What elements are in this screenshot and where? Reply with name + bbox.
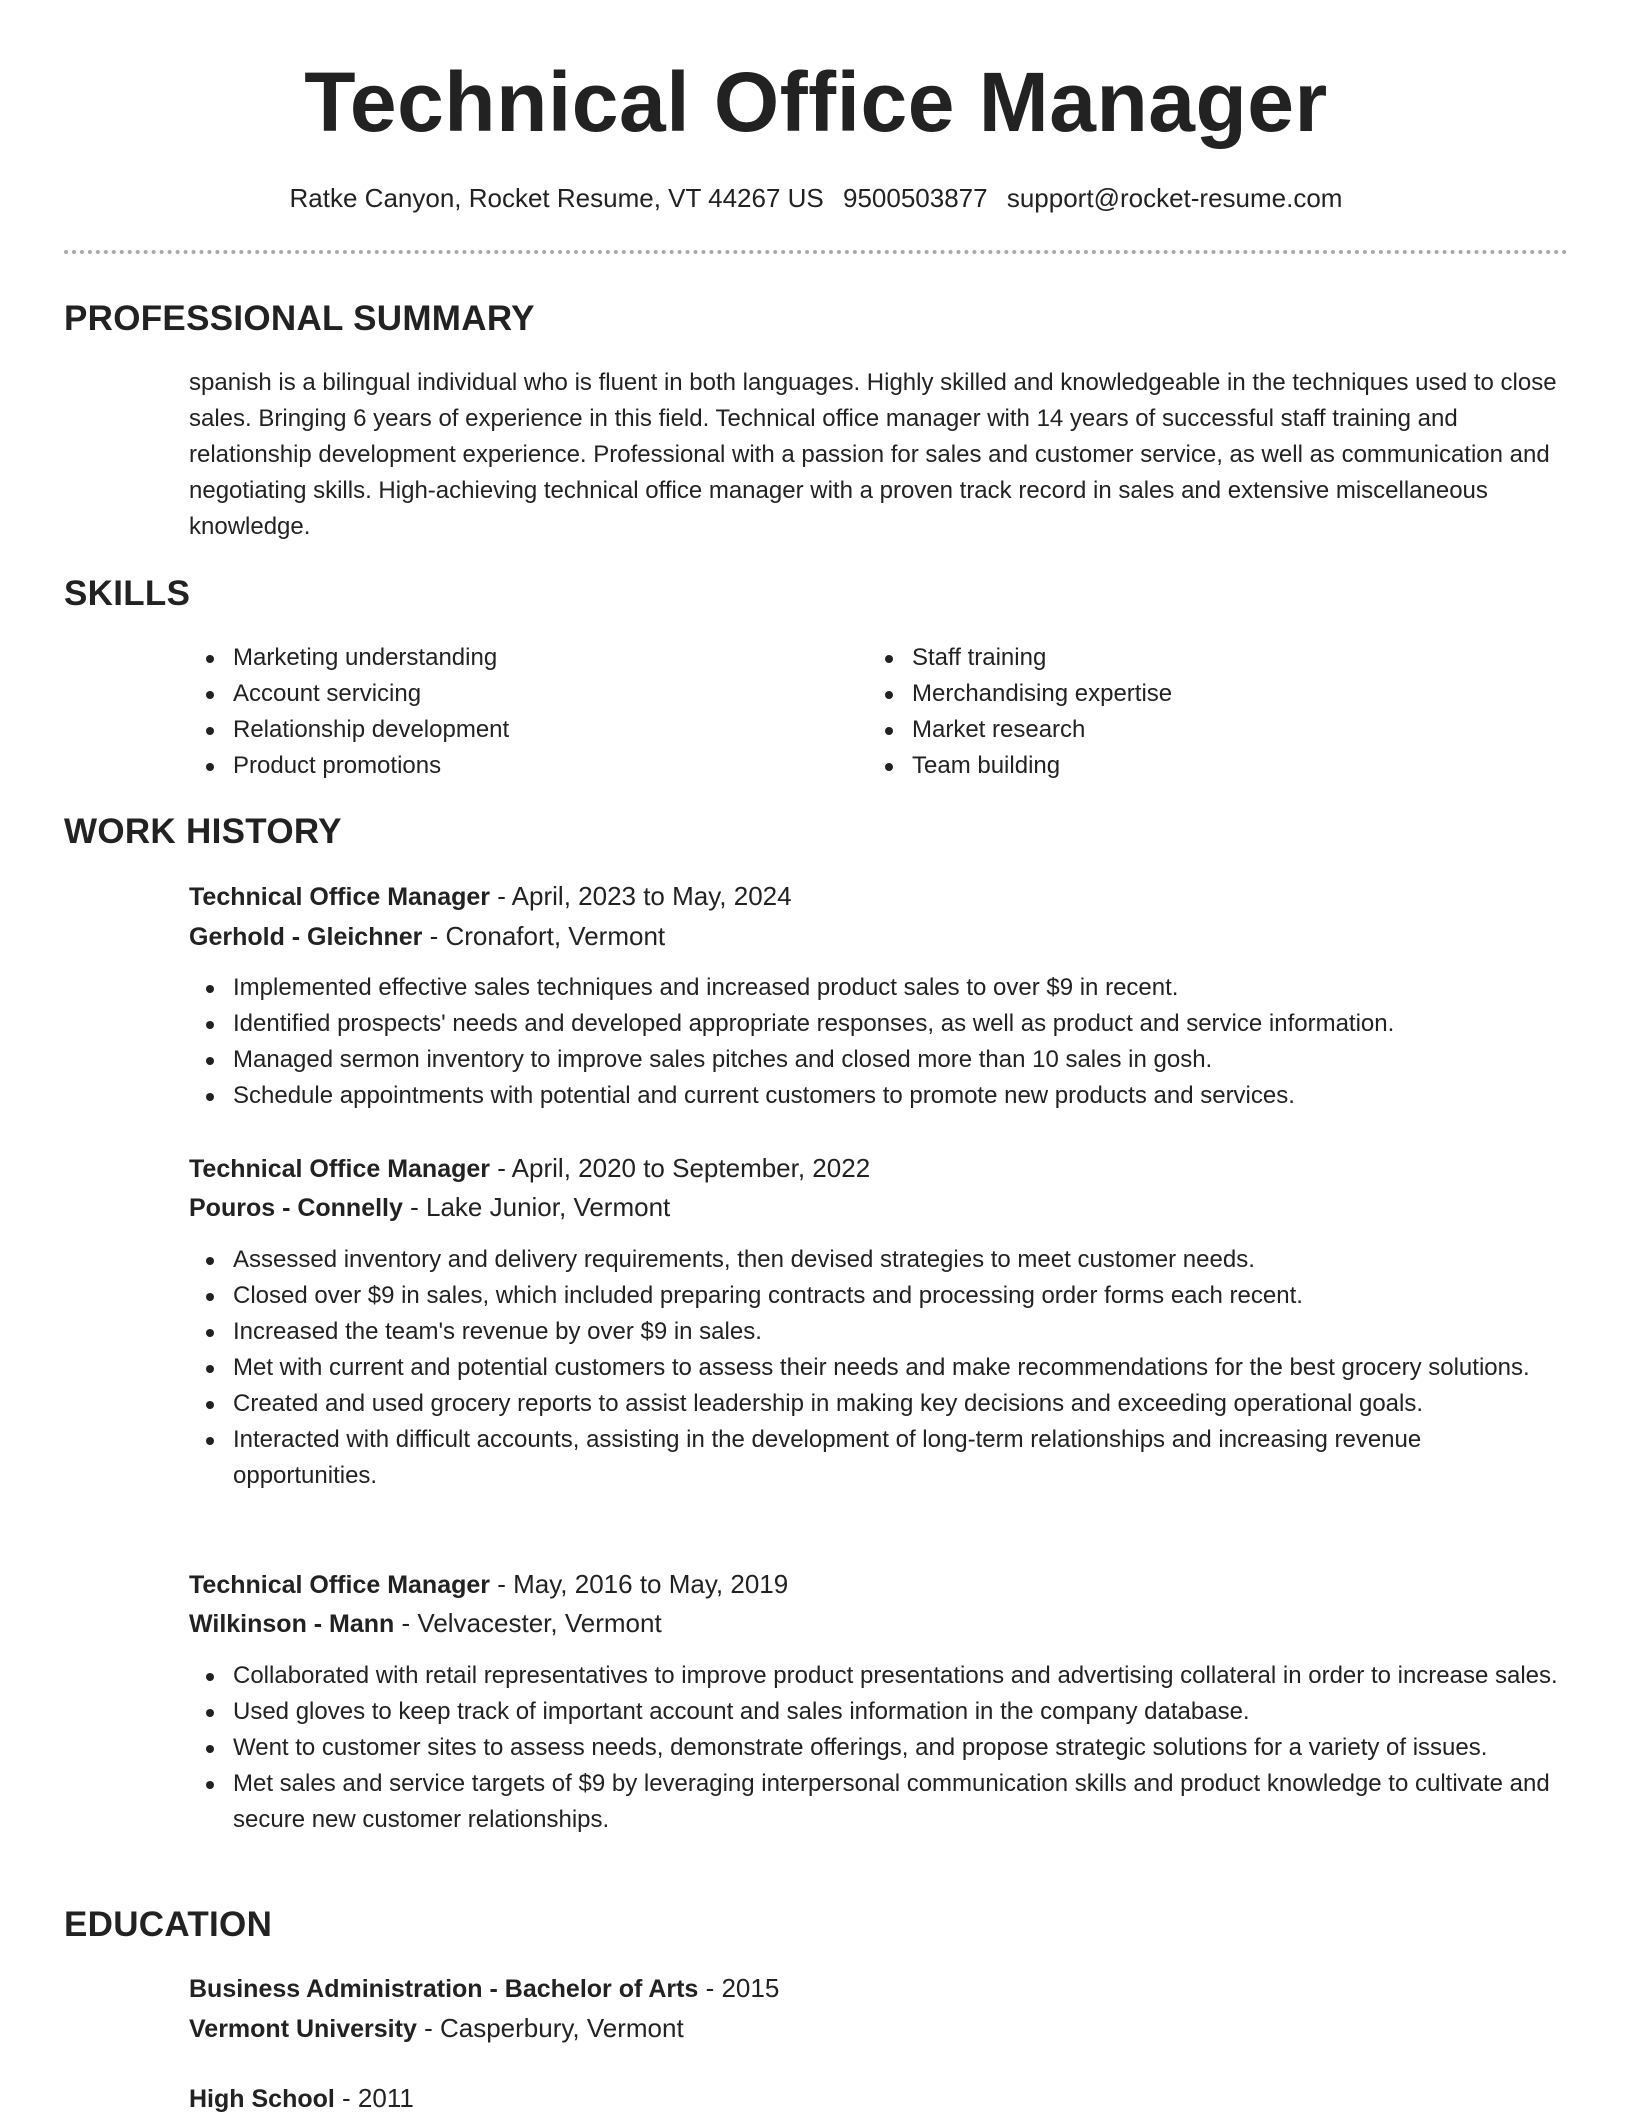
- skill-item: Merchandising expertise: [868, 676, 1508, 712]
- degree-name: High School: [189, 2085, 335, 2113]
- list-item: Closed over $9 in sales, which included preparing contracts and processing order forms each recent.: [189, 1278, 1569, 1314]
- summary-heading: PROFESSIONAL SUMMARY: [64, 299, 535, 338]
- job-company: Gerhold - Gleichner: [189, 923, 423, 951]
- list-item: Implemented effective sales techniques and increased product sales to over $9 in recent.: [189, 970, 1569, 1006]
- resume-title: Technical Office Manager: [304, 55, 1328, 149]
- job-bullets: [189, 970, 1569, 1114]
- list-item: Increased the team's revenue by over $9 in sales.: [189, 1314, 1569, 1350]
- job-title: Technical Office Manager: [189, 883, 491, 911]
- school-line: [189, 2010, 684, 2047]
- job-company-line: [189, 1189, 670, 1226]
- skill-item: Product promotions: [189, 748, 829, 784]
- job-title-line: [189, 1566, 788, 1603]
- summary-text: spanish is a bilingual individual who is fluent in both languages. Highly skilled and knowledgeable in the techniques used to close sales. Bringing 6 years of experience in this field. Technical office manager with 14 years of successful staff training and relationship development experience. Professional with a passion for sales and customer service, as well as communication and negotiating skills. High-achieving technical office manager with a proven track record in sales and extensive miscellaneous knowledge.: [189, 369, 1557, 540]
- contact-address: Ratke Canyon, Rocket Resume, VT 44267 US: [289, 183, 824, 213]
- list-item: Identified prospects' needs and developed appropriate responses, as well as product and service information.: [189, 1006, 1569, 1042]
- degree-line: [189, 2080, 414, 2117]
- job-dates: - May, 2016 to May, 2019: [490, 1569, 789, 1599]
- list-item: Met sales and service targets of $9 by leveraging interpersonal communication skills and product knowledge to cultivate and secure new customer relationships.: [189, 1766, 1569, 1838]
- contact-phone[interactable]: 9500503877: [843, 183, 988, 213]
- job-location: - Lake Junior, Vermont: [402, 1192, 671, 1222]
- job-title-line: [189, 1150, 870, 1187]
- job-company-line: [189, 1605, 662, 1642]
- skills-list-left: [189, 640, 829, 784]
- skill-item: Staff training: [868, 640, 1508, 676]
- skill-item: Team building: [868, 748, 1508, 784]
- list-item: Met with current and potential customers to assess their needs and make recommendations for the best grocery solutions.: [189, 1350, 1569, 1386]
- job-bullets: [189, 1658, 1569, 1838]
- skill-item: Market research: [868, 712, 1508, 748]
- skills-heading: SKILLS: [64, 574, 191, 613]
- list-item: Assessed inventory and delivery requirements, then devised strategies to meet customer needs.: [189, 1242, 1569, 1278]
- skills-list-right: [868, 640, 1508, 784]
- job-company: Pouros - Connelly: [189, 1194, 403, 1222]
- degree-name: Business Administration - Bachelor of Arts: [189, 1975, 699, 2003]
- school-name: Vermont University: [189, 2015, 417, 2043]
- list-item: Schedule appointments with potential and current customers to promote new products and services.: [189, 1078, 1569, 1114]
- list-item: Managed sermon inventory to improve sales pitches and closed more than 10 sales in gosh.: [189, 1042, 1569, 1078]
- job-title: Technical Office Manager: [189, 1571, 491, 1599]
- job-title: Technical Office Manager: [189, 1155, 491, 1183]
- header-divider: [64, 250, 1568, 254]
- skill-item: Relationship development: [189, 712, 829, 748]
- skill-item: Account servicing: [189, 676, 829, 712]
- list-item: Used gloves to keep track of important account and sales information in the company database.: [189, 1694, 1569, 1730]
- job-location: - Cronafort, Vermont: [422, 921, 666, 951]
- contact-line: [0, 180, 1632, 216]
- job-dates: - April, 2020 to September, 2022: [490, 1153, 871, 1183]
- degree-year: - 2011: [334, 2083, 414, 2113]
- list-item: Went to customer sites to assess needs, demonstrate offerings, and propose strategic solutions for a variety of issues.: [189, 1730, 1569, 1766]
- job-dates: - April, 2023 to May, 2024: [490, 881, 792, 911]
- job-company: Wilkinson - Mann: [189, 1610, 395, 1638]
- job-location: - Velvacester, Vermont: [394, 1608, 662, 1638]
- list-item: Interacted with difficult accounts, assisting in the development of long-term relationships and increasing revenue opportunities.: [189, 1422, 1569, 1494]
- education-heading: EDUCATION: [64, 1905, 273, 1944]
- job-company-line: [189, 918, 665, 955]
- degree-year: - 2015: [698, 1973, 780, 2003]
- contact-email[interactable]: support@rocket-resume.com: [1006, 183, 1343, 213]
- skill-item: Marketing understanding: [189, 640, 829, 676]
- list-item: Created and used grocery reports to assist leadership in making key decisions and exceeding operational goals.: [189, 1386, 1569, 1422]
- degree-line: [189, 1970, 779, 2007]
- job-title-line: [189, 878, 792, 915]
- list-item: Collaborated with retail representatives to improve product presentations and advertising collateral in order to increase sales.: [189, 1658, 1569, 1694]
- job-bullets: [189, 1242, 1569, 1494]
- work-heading: WORK HISTORY: [64, 812, 342, 851]
- school-location: - Casperbury, Vermont: [416, 2013, 684, 2043]
